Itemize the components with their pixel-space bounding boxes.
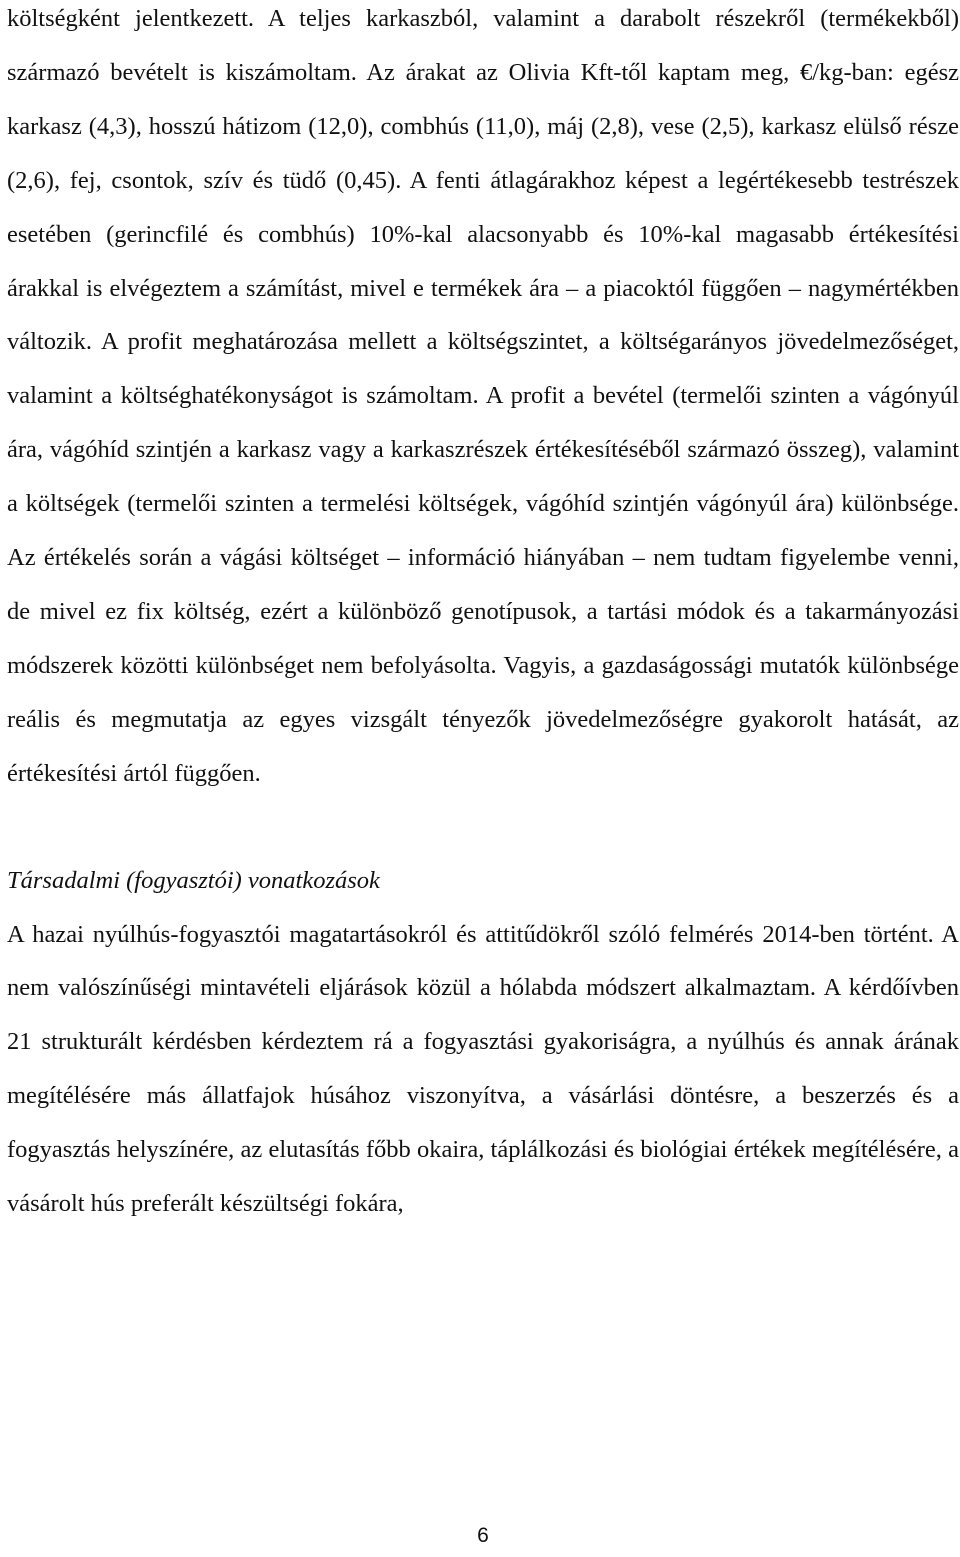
- body-paragraph-1: költségként jelentkezett. A teljes karkaszból, valamint a darabolt részekről (termékekből) származó bevételt is kiszámoltam. Az árakat az Olivia Kft-től kaptam meg, €/kg-ban: egész karkasz (4,3), hosszú hátizom (12,0), combhús (11,0), máj (2,8), vese (2,5), karkasz elülső része (2,6), fej, csontok, szív és tüdő (0,45). A fenti átlagárakhoz képest a legértékesebb testrészek esetében (gerincfilé és combhús) 10%-kal alacsonyabb és 10%-kal magasabb értékesítési árakkal is elvégeztem a számítást, mivel e termékek ára – a piacoktól függően – nagymértékben változik. A profit meghatározása mellett a költségszintet, a költségarányos jövedelmezőséget, valamint a költséghatékonyságot is számoltam. A profit a bevétel (termelői szinten a vágónyúl ára, vágóhíd szintjén a karkasz vagy a karkaszrészek értékesítéséből származó összeg), valamint a költségek (termelői szinten a termelési költségek, vágóhíd szintjén vágónyúl ára) különbsége. Az értékelés során a vágási költséget – információ hiányában – nem tudtam figyelembe venni, de mivel ez fix költség, ezért a különböző genotípusok, a tartási módok és a takarmányozási módszerek közötti különbséget nem befolyásolta. Vagyis, a gazdaságossági mutatók különbsége reális és megmutatja az egyes vizsgált tényezők jövedelmezőségre gyakorolt hatását, az értékesítési ártól függően.: [7, 5, 959, 787]
- document-page: [7, 0, 959, 1231]
- body-paragraph-2: A hazai nyúlhús-fogyasztói magatartásokról és attitűdökről szóló felmérés 2014-ben történt. A nem valószínűségi mintavételi eljárások közül a hólabda módszert alkalmaztam. A kérdőívben 21 strukturált kérdésben kérdeztem rá a fogyasztási gyakoriságra, a nyúlhús és annak árának megítélésére más állatfajok húsához viszonyítva, a vásárlási döntésre, a beszerzés és a fogyasztás helyszínére, az elutasítás főbb okaira, táplálkozási és biológiai értékek megítélésére, a vásárolt hús preferált készültségi fokára,: [7, 920, 959, 1218]
- section-heading: Társadalmi (fogyasztói) vonatkozások: [7, 866, 380, 894]
- page-number: 6: [477, 1524, 489, 1547]
